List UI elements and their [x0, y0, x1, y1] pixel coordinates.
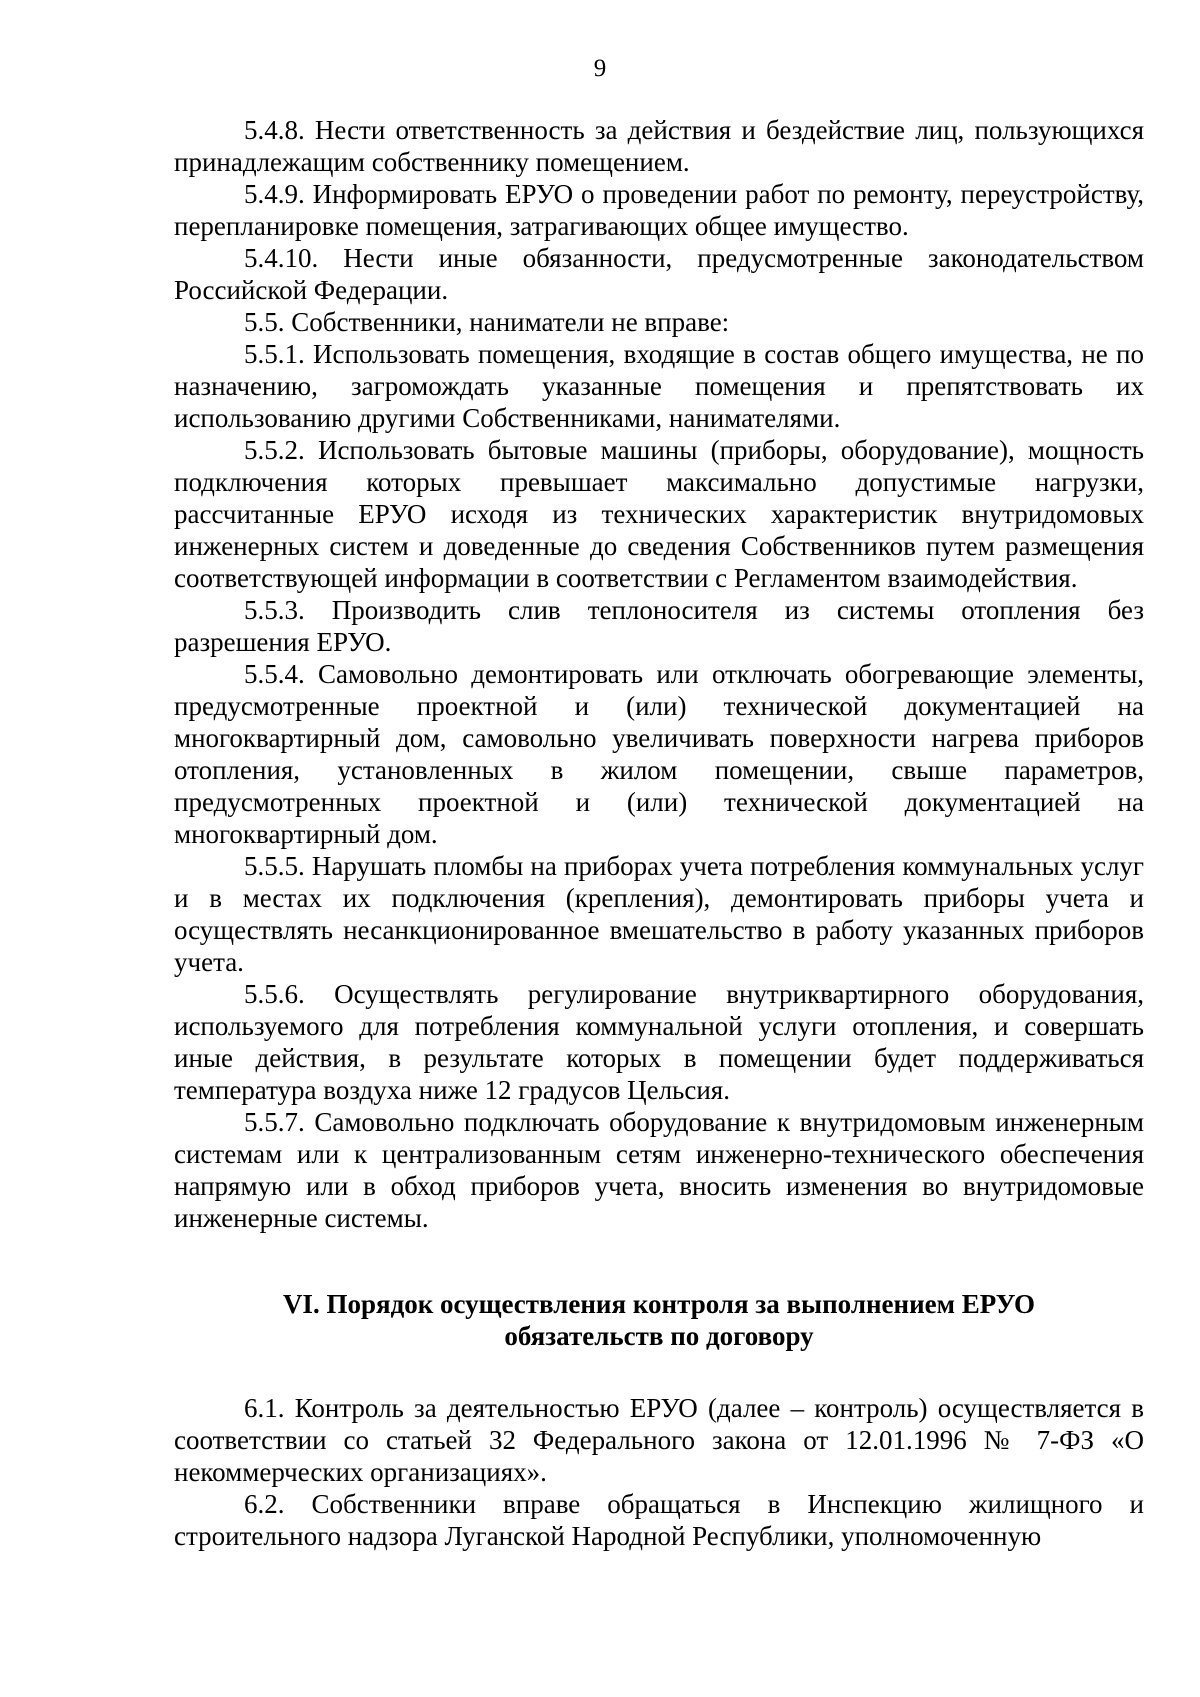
paragraph-5-5-4: 5.5.4. Самовольно демонтировать или отключать обогревающие элементы, предусмотренные проектной и (или) технической документацией на многоквартирный дом, самовольно увеличивать поверхности нагрева приборов отопления, установленных в жилом помещении, свыше параметров, предусмотренных проектной и (или) технической документацией на многоквартирный дом. — [174, 659, 1144, 849]
paragraph-5-5-1: 5.5.1. Использовать помещения, входящие в состав общего имущества, не по назначению, загромождать указанные помещения и препятствовать их использованию другими Собственниками, нанимателями. — [174, 339, 1144, 433]
paragraph-6-2: 6.2. Собственники вправе обращаться в Инспекцию жилищного и строительного надзора Луганской Народной Республики, уполномоченную — [174, 1489, 1144, 1551]
section-heading — [174, 1288, 1144, 1352]
paragraph-6-1: 6.1. Контроль за деятельностью ЕРУО (далее – контроль) осуществляется в соответствии со статьей 32 Федерального закона от 12.01.1996 № 7-ФЗ «О некоммерческих организациях». — [174, 1393, 1144, 1487]
paragraph-5-5-3: 5.5.3. Производить слив теплоносителя из системы отопления без разрешения ЕРУО. — [174, 595, 1144, 657]
paragraph-5-5-6: 5.5.6. Осуществлять регулирование внутриквартирного оборудования, используемого для потребления коммунальной услуги отопления, и совершать иные действия, в результате которых в помещении будет поддерживаться температура воздуха ниже 12 градусов Цельсия. — [174, 979, 1144, 1105]
page-number: 9 — [593, 55, 607, 82]
section-heading-line-1: VI. Порядок осуществления контроля за выполнением ЕРУО — [282, 1289, 1036, 1319]
paragraph-5-4-10: 5.4.10. Нести иные обязанности, предусмотренные законодательством Российской Федерации. — [174, 243, 1144, 305]
paragraph-5-4-8: 5.4.8. Нести ответственность за действия и бездействие лиц, пользующихся принадлежащим собственнику помещением. — [174, 115, 1144, 177]
paragraph-5-5-5: 5.5.5. Нарушать пломбы на приборах учета потребления коммунальных услуг и в местах их подключения (крепления), демонтировать приборы учета и осуществлять несанкционированное вмешательство в работу указанных приборов учета. — [174, 851, 1144, 977]
section-heading-line-2: обязательств по договору — [504, 1321, 814, 1351]
paragraph-5-4-9: 5.4.9. Информировать ЕРУО о проведении работ по ремонту, переустройству, перепланировке помещения, затрагивающих общее имущество. — [174, 179, 1144, 241]
paragraph-5-5: 5.5. Собственники, наниматели не вправе: — [244, 307, 730, 337]
document-body — [174, 114, 1144, 1552]
paragraph-5-5-2: 5.5.2. Использовать бытовые машины (приборы, оборудование), мощность подключения которых превышает максимально допустимые нагрузки, рассчитанные ЕРУО исходя из технических характеристик внутридомовых инженерных систем и доведенные до сведения Собственников путем размещения соответствующей информации в соответствии с Регламентом взаимодействия. — [174, 435, 1144, 593]
paragraph-5-5-7: 5.5.7. Самовольно подключать оборудование к внутридомовым инженерным системам или к централизованным сетям инженерно-технического обеспечения напрямую или в обход приборов учета, вносить изменения во внутридомовые инженерные системы. — [174, 1107, 1144, 1233]
